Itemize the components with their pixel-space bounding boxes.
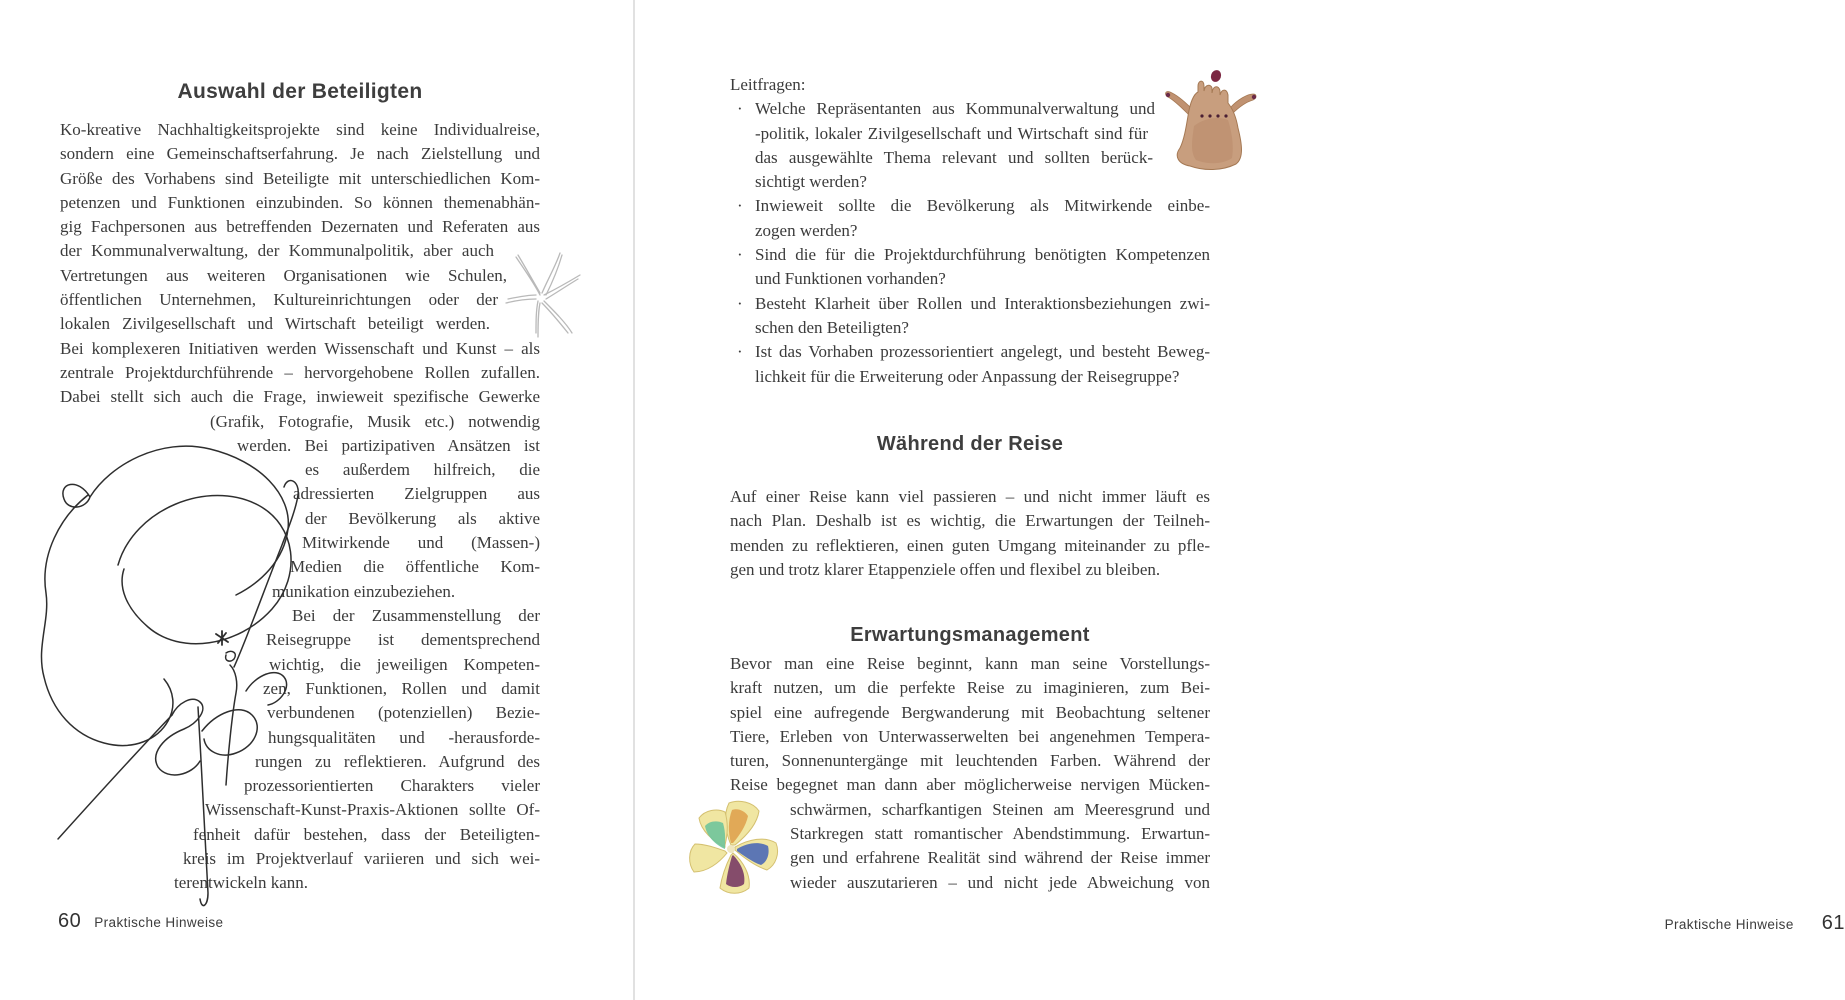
text-line: nach Plan. Deshalb ist es wichtig, die Erwartungen der Teilneh- <box>730 511 1210 531</box>
text-line: Reise begegnet man dann aber möglicherweise nervigen Mücken- <box>730 775 1210 795</box>
text-line: wieder auszutarieren – und nicht jede Abweichung von <box>790 872 1210 892</box>
text-line: Ko-kreative Nachhaltigkeitsprojekte sind keine Individualreise, <box>60 120 540 139</box>
text-line: gen und trotz klarer Etappenziele offen und flexibel zu bleiben. <box>730 559 1161 579</box>
text-line: Reisegruppe ist dementsprechend <box>266 630 540 650</box>
left-page-number: 60 <box>58 910 82 932</box>
text-line: der Kommunalverwaltung, der Kommunalpolitik, aber auch <box>60 241 494 261</box>
text-line: menden zu reflektieren, einen guten Umgang miteinander zu pfle- <box>730 535 1210 555</box>
text-line: Welche Repräsentanten aus Kommunalverwaltung und <box>755 99 1155 119</box>
right-footer-section-label: Praktische Hinweise <box>1664 917 1794 932</box>
text-line: Inwieweit sollte die Bevölkerung als Mitwirkende einbe- <box>755 196 1210 216</box>
text-line: lichkeit für die Erweiterung oder Anpassung der Reisegruppe? <box>755 366 1180 386</box>
text-line: -politik, lokaler Zivilgesellschaft und Wirtschaft sind für <box>755 123 1148 143</box>
text-line: es außerdem hilfreich, die <box>305 460 540 480</box>
text-line: (Grafik, Fotografie, Musik etc.) notwendig <box>210 411 540 431</box>
text-line: Ist das Vorhaben prozessorientiert angelegt, und besteht Beweg- <box>755 342 1210 362</box>
text-line: gig Fachpersonen aus betreffenden Dezernaten und Referaten aus <box>60 217 540 237</box>
right-page <box>635 0 1845 1000</box>
text-line: wichtig, die jeweiligen Kompeten- <box>269 654 540 674</box>
text-line: Medien die öffentliche Kom- <box>290 557 540 577</box>
right-heading-erwartungsmanagement: Erwartungsmanagement <box>850 624 1090 646</box>
left-page <box>0 0 633 1000</box>
bullet-dot: · <box>737 245 743 265</box>
bullet-dot: · <box>737 196 743 216</box>
star-splash-doodle-illustration <box>500 245 585 345</box>
text-line: schen den Beteiligten? <box>755 317 909 337</box>
text-line: Besteht Klarheit über Rollen und Interaktionsbeziehungen zwi- <box>755 293 1210 313</box>
text-line: turen, Sonnenuntergänge mit leuchtenden Farben. Während der <box>730 751 1210 771</box>
leitfragen-item <box>730 194 1210 243</box>
text-line: spiel eine aufregende Bergwanderung mit Beobachtung seltener <box>730 702 1210 722</box>
text-line: kraft nutzen, um die perfekte Reise zu imaginieren, zum Bei- <box>730 678 1210 698</box>
text-line: prozessorientierten Charakters vieler <box>244 776 540 796</box>
leitfragen-block <box>730 73 1210 389</box>
text-line: Wissenschaft-Kunst-Praxis-Aktionen sollte Of- <box>205 800 540 820</box>
right-heading-waehrend-der-reise: Während der Reise <box>876 433 1064 455</box>
text-line: zogen werden? <box>755 220 858 240</box>
text-line: der Bevölkerung als aktive <box>305 508 540 528</box>
right-body-section-1 <box>730 485 1210 582</box>
text-line: gen und erfahrene Realität sind während der Reise immer <box>790 848 1210 868</box>
text-line: Bei der Zusammenstellung der <box>292 606 540 626</box>
text-line: zen, Funktionen, Rollen und damit <box>263 678 540 698</box>
text-line: terentwickeln kann. <box>174 873 309 893</box>
leitfragen-bullet-list <box>730 97 1210 389</box>
text-line: zentrale Projektdurchführende – hervorgehobene Rollen zufallen. <box>60 362 540 382</box>
text-line: lokalen Zivilgesellschaft und Wirtschaft beteiligt werden. <box>60 314 490 334</box>
text-line: hungsqualitäten und -herausforde- <box>268 727 540 747</box>
text-line: und Funktionen vorhanden? <box>755 269 946 289</box>
continuous-line-scribble-illustration <box>30 425 330 920</box>
left-page-heading: Auswahl der Beteiligten <box>177 80 423 103</box>
bullet-dot: · <box>737 342 743 362</box>
text-line: munikation einzubeziehen. <box>272 581 456 601</box>
right-page-number: 61 <box>1821 912 1845 934</box>
text-line: sichtigt werden? <box>755 172 867 192</box>
right-body-section-2 <box>730 652 1210 895</box>
text-line: Auf einer Reise kann viel passieren – und nicht immer läuft es <box>730 487 1210 506</box>
text-line: Größe des Vorhabens sind Beteiligte mit unterschiedlichen Kom- <box>60 168 540 188</box>
text-line: Vertretungen aus weiteren Organisationen wie Schulen, <box>60 265 507 285</box>
text-line: adressierten Zielgruppen aus <box>293 484 540 504</box>
leitfragen-item <box>730 340 1210 389</box>
text-line: Bei komplexeren Initiativen werden Wissenschaft und Kunst – als <box>60 338 540 358</box>
text-line: Tiere, Erleben von Unterwasserwelten bei angenehmen Tempera- <box>730 726 1210 746</box>
leitfragen-item <box>730 97 1210 194</box>
leitfragen-item <box>730 243 1210 292</box>
leitfragen-item <box>730 292 1210 341</box>
text-line: Starkregen statt romantischer Abendstimmung. Erwartun- <box>790 824 1210 844</box>
text-line: Bevor man eine Reise beginnt, kann man seine Vorstellungs- <box>730 654 1210 673</box>
text-line: werden. Bei partizipativen Ansätzen ist <box>237 435 540 455</box>
text-line: schwärmen, scharfkantigen Steinen am Meeresgrund und <box>790 799 1210 819</box>
right-page-footer <box>1365 912 1845 935</box>
hand-watercolor-illustration <box>1160 66 1260 181</box>
text-line: sondern eine Gemeinschaftserfahrung. Je nach Zielstellung und <box>60 144 540 164</box>
text-line: öffentlichen Unternehmen, Kultureinrichtungen oder der <box>60 290 498 310</box>
text-line: verbundenen (potenziellen) Bezie- <box>267 703 540 723</box>
text-line: Mitwirkende und (Massen-) <box>302 533 540 553</box>
left-footer-section-label: Praktische Hinweise <box>94 915 224 930</box>
text-line: rungen zu reflektieren. Aufgrund des <box>255 751 540 771</box>
text-line: Sind die für die Projektdurchführung benötigten Kompetenzen <box>755 245 1210 265</box>
text-line: petenzen und Funktionen einzubinden. So können themenabhän- <box>60 192 540 212</box>
text-line: fenheit dafür bestehen, dass der Beteiligten- <box>193 824 540 844</box>
text-line: kreis im Projektverlauf variieren und sich wei- <box>183 849 540 869</box>
text-line: das ausgewählte Thema relevant und sollten berück- <box>755 147 1153 167</box>
flower-watercolor-illustration <box>673 793 793 908</box>
bullet-dot: · <box>737 99 743 119</box>
text-line: Dabei stellt sich auch die Frage, inwieweit spezifische Gewerke <box>60 387 540 407</box>
leitfragen-label: Leitfragen: <box>730 75 806 94</box>
bullet-dot: · <box>737 293 743 313</box>
left-page-footer <box>58 910 223 933</box>
